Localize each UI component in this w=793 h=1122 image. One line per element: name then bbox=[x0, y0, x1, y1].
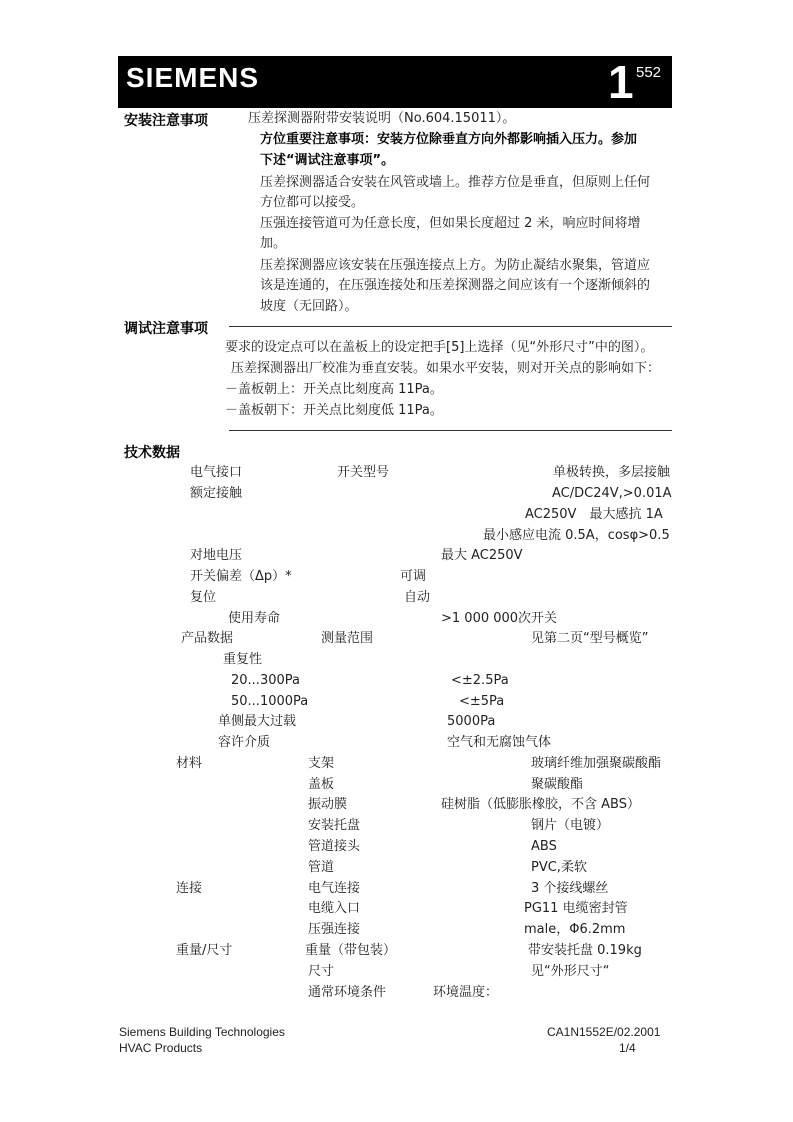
tech-pipe-joint: 管道接头 bbox=[308, 839, 361, 854]
tech-connection: 连接 bbox=[176, 881, 203, 896]
header-bar bbox=[118, 56, 672, 108]
tech-medium: 容许介质 bbox=[218, 735, 271, 750]
tech-bracket-value: 玻璃纤维加强聚碳酸酯 bbox=[531, 756, 662, 771]
tech-switch-type-value: 单极转换，多层接触 bbox=[553, 465, 671, 480]
footer-company: Siemens Building Technologies bbox=[119, 1025, 285, 1039]
tech-electrical-interface: 电气接口 bbox=[190, 465, 243, 480]
commission-title: 调试注意事项 bbox=[124, 321, 208, 337]
tech-ambient: 通常环境条件 bbox=[308, 985, 387, 1000]
tech-cable-entry: 电缆入口 bbox=[308, 901, 361, 916]
install-bold-note-1: 方位重要注意事项：安装方位除垂直方向外都影响插入压力。参加 bbox=[260, 132, 638, 147]
footer-doc-code: CA1N1552E/02.2001 bbox=[547, 1025, 661, 1039]
tech-pressure-conn-value: male，Φ6.2mm bbox=[524, 922, 626, 937]
install-bold-note-2: 下述“调试注意事项”。 bbox=[260, 153, 395, 168]
tech-ambient-temp: 环境温度： bbox=[433, 985, 499, 1000]
tech-reset: 复位 bbox=[190, 590, 217, 605]
commission-line-2: 压差探测器出厂校准为垂直安装。如果水平安装，则对开关点的影响如下： bbox=[231, 361, 661, 376]
tech-materials: 材料 bbox=[176, 756, 203, 771]
tech-measure-range-value: 见第二页“型号概览” bbox=[531, 631, 649, 646]
tech-overload-value: 5000Pa bbox=[447, 714, 496, 729]
tech-elec-conn: 电气连接 bbox=[308, 881, 361, 896]
tech-medium-value: 空气和无腐蚀气体 bbox=[447, 735, 552, 750]
tech-cable-entry-value: PG11 电缆密封管 bbox=[524, 901, 628, 916]
siemens-logo: SIEMENS bbox=[126, 62, 260, 93]
tech-pipe-value: PVC,柔软 bbox=[531, 860, 587, 875]
doc-number: 1 bbox=[608, 56, 634, 108]
commission-line-3: －盖板朝上：开关点比刻度高 11Pa。 bbox=[225, 382, 443, 397]
tech-rated-value-1: AC/DC24V,>0.01A bbox=[552, 486, 672, 501]
tech-rep-value-1: <±2.5Pa bbox=[451, 673, 509, 688]
tech-dimensions: 尺寸 bbox=[308, 964, 335, 979]
install-intro: 压差探测器附带安装说明（No.604.15011）。 bbox=[248, 111, 516, 126]
tech-rep-range-1: 20...300Pa bbox=[231, 673, 300, 688]
install-para3-line1: 压差探测器应该安装在压强连接点上方。为防止凝结水聚集，管道应 bbox=[260, 258, 651, 273]
install-para2-line2: 加。 bbox=[260, 236, 287, 251]
tech-pipe-joint-value: ABS bbox=[531, 839, 557, 854]
tech-rep-value-2: <±5Pa bbox=[459, 694, 505, 709]
tech-mount-plate: 安装托盘 bbox=[308, 818, 361, 833]
install-para3-line2: 该是连通的，在压强连接处和压差探测器之间应该有一个逐渐倾斜的 bbox=[260, 278, 651, 293]
doc-number-suffix: 552 bbox=[636, 64, 662, 81]
tech-cover: 盖板 bbox=[308, 777, 335, 792]
tech-weight-dim: 重量/尺寸 bbox=[176, 943, 233, 958]
tech-elec-conn-value: 3 个接线螺丝 bbox=[531, 881, 609, 896]
tech-ground-voltage: 对地电压 bbox=[190, 548, 243, 563]
tech-switch-diff: 开关偏差（Δp）* bbox=[190, 569, 292, 584]
tech-measure-range: 测量范围 bbox=[321, 631, 374, 646]
footer-page-number: 1/4 bbox=[619, 1041, 636, 1055]
tech-diaphragm: 振动膜 bbox=[308, 797, 348, 812]
tech-product-data: 产品数据 bbox=[181, 631, 234, 646]
tech-ground-voltage-value: 最大 AC250V bbox=[441, 548, 523, 563]
tech-overload: 单侧最大过载 bbox=[218, 714, 297, 729]
tech-pressure-conn: 压强连接 bbox=[308, 922, 361, 937]
tech-title: 技术数据 bbox=[124, 445, 180, 461]
tech-bracket: 支架 bbox=[308, 756, 335, 771]
tech-weight: 重量（带包装） bbox=[305, 943, 397, 958]
commission-rule-bottom bbox=[229, 430, 672, 431]
tech-service-life-value: >1 000 000次开关 bbox=[441, 611, 558, 626]
tech-mount-plate-value: 钢片（电镀） bbox=[531, 818, 610, 833]
install-para1-line1: 压差探测器适合安装在风管或墙上。推荐方位是垂直，但原则上任何 bbox=[260, 175, 651, 190]
tech-rated-contact: 额定接触 bbox=[190, 486, 243, 501]
tech-switch-diff-value: 可调 bbox=[400, 569, 427, 584]
tech-weight-value: 带安装托盘 0.19kg bbox=[528, 943, 642, 958]
commission-line-1: 要求的设定点可以在盖板上的设定把手[5]上选择（见“外形尺寸”中的图）。 bbox=[225, 340, 654, 355]
tech-rep-range-2: 50...1000Pa bbox=[231, 694, 309, 709]
tech-diaphragm-value: 硅树脂（低膨胀橡胶，不含 ABS） bbox=[441, 797, 640, 812]
tech-service-life: 使用寿命 bbox=[228, 611, 281, 626]
tech-rated-value-3: 最小感应电流 0.5A，cosφ>0.5 bbox=[483, 528, 670, 543]
tech-cover-value: 聚碳酸酯 bbox=[531, 777, 584, 792]
install-title: 安装注意事项 bbox=[124, 113, 208, 129]
tech-repeatability: 重复性 bbox=[223, 652, 263, 667]
tech-dimensions-value: 见“外形尺寸“ bbox=[531, 964, 610, 979]
commission-line-4: －盖板朝下：开关点比刻度低 11Pa。 bbox=[225, 403, 443, 418]
tech-reset-value: 自动 bbox=[404, 590, 431, 605]
install-para3-line3: 坡度（无回路）。 bbox=[260, 299, 358, 314]
tech-rated-value-2: AC250V 最大感抗 1A bbox=[525, 507, 663, 522]
footer-division: HVAC Products bbox=[119, 1041, 203, 1055]
install-para1-line2: 方位都可以接受。 bbox=[260, 195, 365, 210]
tech-switch-type: 开关型号 bbox=[337, 465, 390, 480]
tech-pipe: 管道 bbox=[308, 860, 335, 875]
commission-rule-top bbox=[229, 326, 672, 327]
install-para2-line1: 压强连接管道可为任意长度，但如果长度超过 2 米，响应时间将增 bbox=[260, 216, 641, 231]
